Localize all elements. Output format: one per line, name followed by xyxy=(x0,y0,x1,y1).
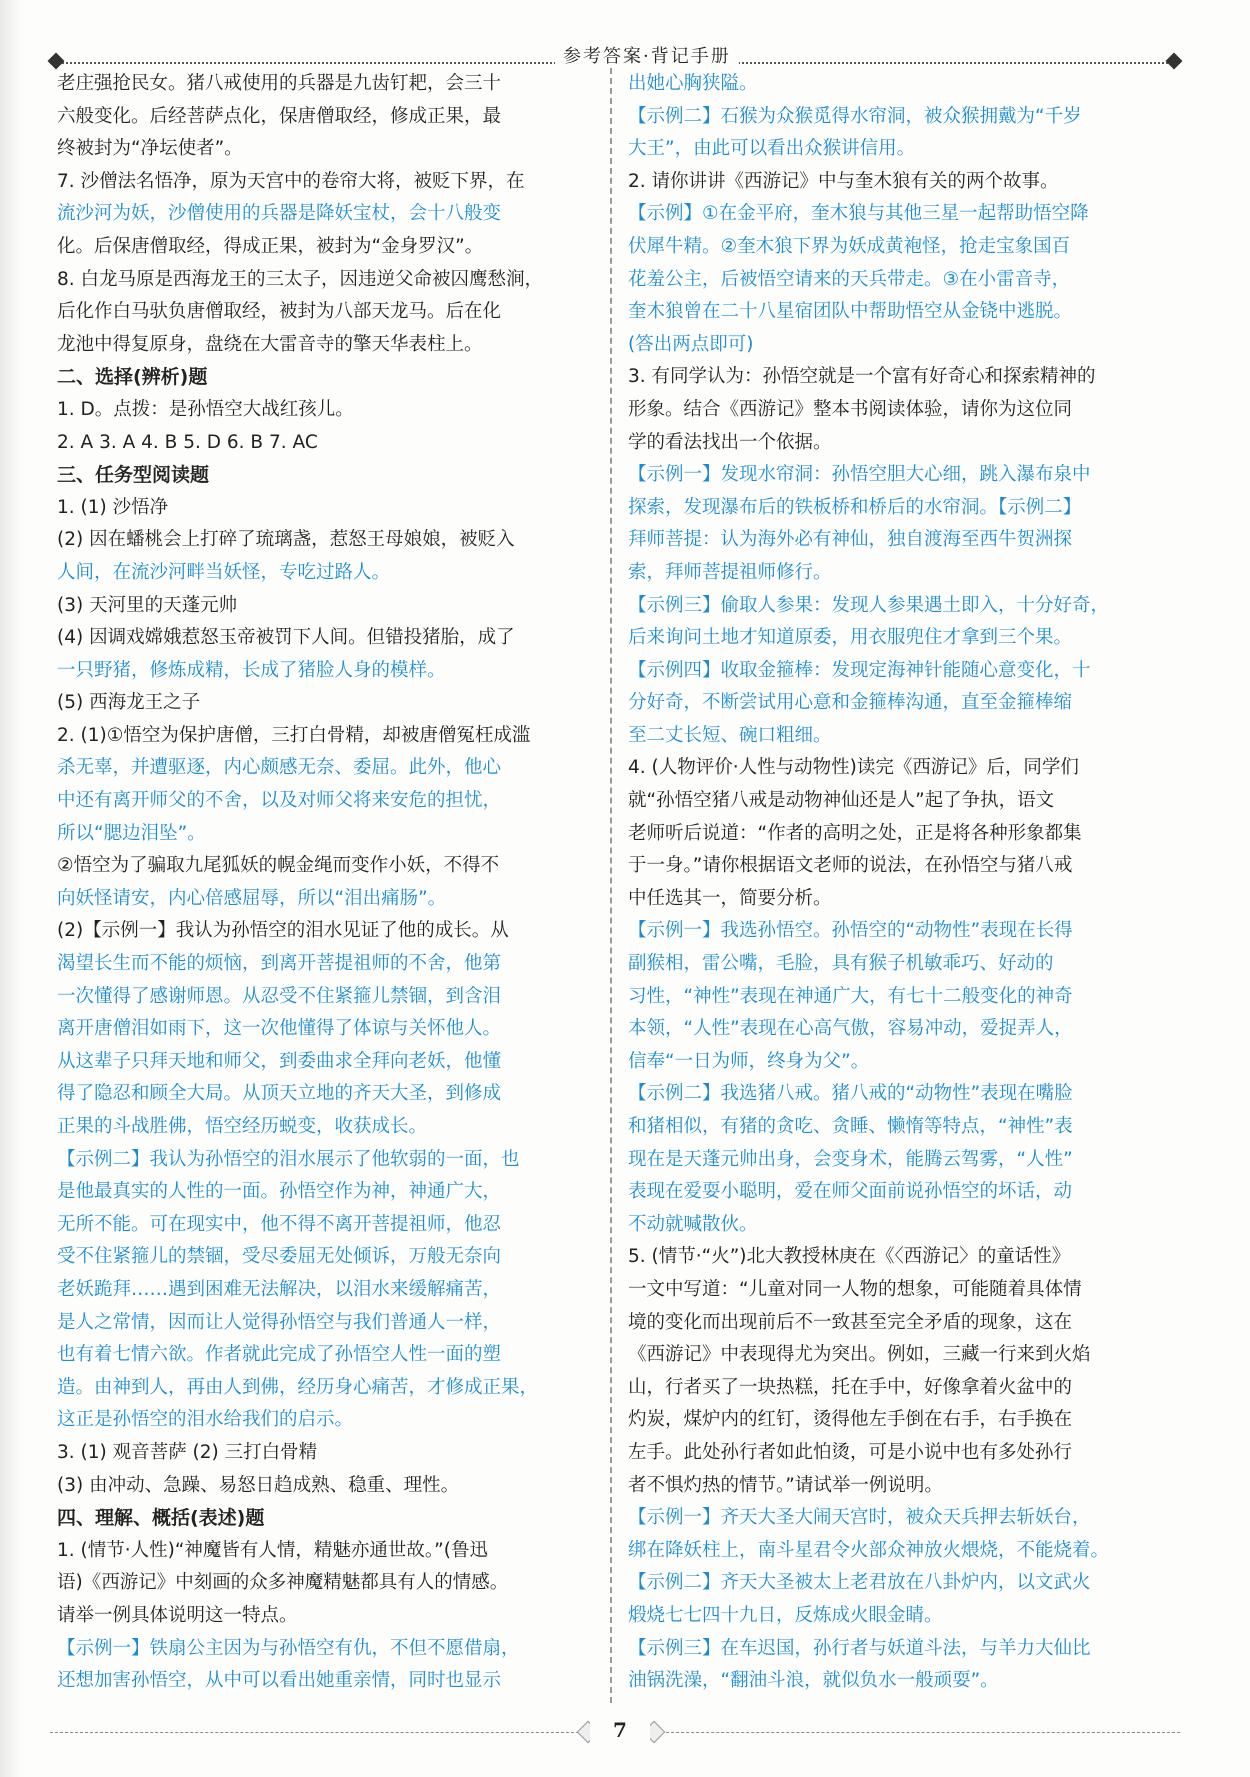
text-line: 正果的斗战胜佛，悟空经历蜕变，收获成长。 xyxy=(57,1116,428,1137)
text-line: 伏犀牛精。②奎木狼下界为妖成黄袍怪，抢走宝象国百 xyxy=(628,235,1071,257)
text-line: 语)《西游记》中刻画的众多神魔精魅都具有人的情感。 xyxy=(57,1572,509,1594)
text-line: 六般变化。后经菩萨点化，保唐僧取经，修成正果，最 xyxy=(57,105,502,127)
text-line: 还想加害孙悟空，从中可以看出她重亲情，同时也显示 xyxy=(57,1670,502,1692)
text-line: 表现在爱耍小聪明，爱在师父面前说孙悟空的坏话，动 xyxy=(628,1181,1073,1203)
text-line: 一次懂得了感谢师恩。从忍受不住紧箍儿禁锢，到含泪 xyxy=(57,985,502,1007)
text-line: 于一身。”请你根据语文老师的说法，在孙悟空与猪八戒 xyxy=(628,855,1073,877)
column-divider xyxy=(610,68,612,1703)
text-line: 【示例三】偷取人参果：发现人参果遇土即入，十分好奇， xyxy=(628,594,1110,616)
text-line: 【示例二】齐天大圣被太上老君放在八卦炉内，以文武火 xyxy=(628,1572,1091,1594)
text-line: 无所不能。可在现实中，他不得不离开菩提祖师，他忍 xyxy=(57,1213,502,1235)
text-line: 就“孙悟空猪八戒是动物神仙还是人”起了争执，语文 xyxy=(628,790,1055,812)
text-line: 是他最真实的人性的一面。孙悟空作为神，神通广大， xyxy=(57,1181,502,1203)
text-line: 者不惧灼热的情节。”请试举一例说明。 xyxy=(628,1474,943,1496)
text-line: 3. 有同学认为：孙悟空就是一个富有好奇心和探索精神的 xyxy=(628,366,1096,388)
text-line: 7. 沙僧法名悟净，原为天宫中的卷帘大将，被贬下界，在 xyxy=(57,170,525,192)
text-line: 《西游记》中表现得尤为突出。例如，三藏一行来到火焰 xyxy=(628,1344,1091,1366)
text-line: (4) 因调戏嫦娥惹怒玉帝被罚下人间。但错投猪胎，成了 xyxy=(57,627,515,649)
text-line: 至二丈长短、碗口粗细。 xyxy=(628,724,832,746)
text-line: 一文中写道：“儿童对同一人物的想象，可能随着具体情 xyxy=(628,1278,1082,1300)
text-line: 副猴相，雷公嘴，毛脸，具有猴子机敏乖巧、好动的 xyxy=(628,953,1054,975)
text-line: 境的变化而出现前后不一致甚至完全矛盾的现象，这在 xyxy=(628,1311,1073,1333)
header-diamond-right xyxy=(1166,53,1183,70)
right-column xyxy=(628,68,1188,1698)
text-line: 现在是天蓬元帅出身，会变身术，能腾云驾雾，“人性” xyxy=(628,1148,1073,1170)
header-title: 参考答案·背记手册 xyxy=(555,42,739,68)
text-line: 8. 白龙马原是西海龙王的三太子，因违逆父命被囚鹰愁涧， xyxy=(57,268,544,290)
text-line: (3) 由冲动、急躁、易怒日趋成熟、稳重、理性。 xyxy=(57,1474,460,1496)
text-line: 油锅洗澡，“翻油斗浪，就似负水一般顽耍”。 xyxy=(628,1670,999,1692)
section-heading: 三、任务型阅读题 xyxy=(57,464,210,487)
text-line: 造。由神到人，再由人到佛，经历身心痛苦，才修成正果， xyxy=(57,1376,539,1398)
text-line: 从这辈子只拜天地和师父，到委曲求全拜向老妖，他懂 xyxy=(57,1050,502,1072)
page-number: 7 xyxy=(590,1718,650,1746)
text-line: 1. (情节·人性)“神魔皆有人情，精魅亦通世故。”(鲁迅 xyxy=(57,1539,488,1561)
text-line: 老庄强抢民女。猪八戒使用的兵器是九齿钉耙，会三十 xyxy=(57,73,502,94)
text-line: 【示例四】收取金箍棒：发现定海神针能随心意变化，十 xyxy=(628,659,1091,681)
text-line: 分好奇，不断尝试用心意和金箍棒沟通，直至金箍棒缩 xyxy=(628,692,1073,714)
text-line: (2)【示例一】我认为孙悟空的泪水见证了他的成长。从 xyxy=(57,920,509,942)
section-heading: 四、理解、概括(表述)题 xyxy=(57,1507,265,1530)
text-line: 煅烧七七四十九日，反炼成火眼金睛。 xyxy=(628,1604,943,1626)
text-line: 灼炭，煤炉内的红钉，烫得他左手倒在右手，右手换在 xyxy=(628,1409,1073,1431)
text-line: 5. (情节·“火”)北大教授林庚在《〈西游记〉的童话性》 xyxy=(628,1246,1071,1268)
text-line: (3) 天河里的天蓬元帅 xyxy=(57,594,238,616)
text-line: 【示例二】石猴为众猴觅得水帘洞，被众猴拥戴为“千岁 xyxy=(628,105,1082,127)
text-line: 人间，在流沙河畔当妖怪，专吃过路人。 xyxy=(57,561,391,583)
text-line: (5) 西海龙王之子 xyxy=(57,692,201,714)
text-line: 中还有离开师父的不舍，以及对师父将来安危的担忧， xyxy=(57,790,502,812)
text-line: 向妖怪请安，内心倍感屈辱，所以“泪出痛肠”。 xyxy=(57,887,447,909)
text-line: 2. (1)①悟空为保护唐僧，三打白骨精，却被唐僧冤枉成滥 xyxy=(57,724,531,746)
text-line: 习性，“神性”表现在神通广大，有七十二般变化的神奇 xyxy=(628,985,1073,1007)
text-line: 流沙河为妖，沙僧使用的兵器是降妖宝杖，会十八般变 xyxy=(57,203,502,225)
text-line: 拜师菩提：认为海外必有神仙，独自渡海至西牛贺洲探 xyxy=(628,529,1073,551)
text-line: 【示例一】铁扇公主因为与孙悟空有仇，不但不愿借扇， xyxy=(57,1637,520,1659)
page-footer xyxy=(50,1718,1180,1748)
text-line: 这正是孙悟空的泪水给我们的启示。 xyxy=(57,1409,354,1431)
text-line: 杀无辜，并遭驱逐，内心颇感无奈、委屈。此外，他心 xyxy=(57,757,502,779)
text-line: (2) 因在蟠桃会上打碎了琉璃盏，惹怒王母娘娘，被贬入 xyxy=(57,529,515,551)
text-line: 形象。结合《西游记》整本书阅读体验，请你为这位同 xyxy=(628,398,1073,420)
text-line: 【示例一】发现水帘洞：孙悟空胆大心细，跳入瀑布泉中 xyxy=(628,464,1091,486)
text-line: 索，拜师菩提祖师修行。 xyxy=(628,561,832,583)
text-line: 【示例二】我选猪八戒。猪八戒的“动物性”表现在嘴脸 xyxy=(628,1083,1073,1105)
text-line: 终被封为“净坛使者”。 xyxy=(57,138,243,160)
text-line: 1. D。点拨：是孙悟空大战红孩儿。 xyxy=(57,398,354,420)
text-line: 和猪相似，有猪的贪吃、贪睡、懒惰等特点，“神性”表 xyxy=(628,1116,1073,1137)
text-line: 4. (人物评价·人性与动物性)读完《西游记》后，同学们 xyxy=(628,757,1079,779)
section-heading: 二、选择(辨析)题 xyxy=(57,366,208,389)
text-line: 【示例一】我选孙悟空。孙悟空的“动物性”表现在长得 xyxy=(628,920,1073,942)
page-binding-shadow xyxy=(0,0,22,1777)
text-line: 出她心胸狭隘。 xyxy=(628,73,758,94)
text-line: 探索，发现瀑布后的铁板桥和桥后的水帘洞。【示例二】 xyxy=(628,496,1082,518)
text-line: 是人之常情，因而让人觉得孙悟空与我们普通人一样， xyxy=(57,1311,502,1333)
text-line: 老师听后说道：“作者的高明之处，正是将各种形象都集 xyxy=(628,822,1082,844)
text-line: 所以“腮边泪坠”。 xyxy=(57,822,206,844)
text-line: 后来询问土地才知道原委，用衣服兜住才拿到三个果。 xyxy=(628,627,1073,649)
text-line: 离开唐僧泪如雨下，这一次他懂得了体谅与关怀他人。 xyxy=(57,1018,502,1040)
text-line: 花羞公主，后被悟空请来的天兵带走。③在小雷音寺， xyxy=(628,268,1071,290)
text-line: 得了隐忍和顾全大局。从顶天立地的齐天大圣，到修成 xyxy=(57,1083,502,1105)
text-line: 山，行者买了一块热糕，托在手中，好像拿着火盆中的 xyxy=(628,1376,1073,1398)
text-line: 中任选其一，简要分析。 xyxy=(628,887,832,909)
text-line: (答出两点即可) xyxy=(628,333,754,355)
page-header xyxy=(50,42,1180,67)
text-line: 也有着七情六欲。作者就此完成了孙悟空人性一面的塑 xyxy=(57,1344,502,1366)
left-column xyxy=(57,68,607,1698)
text-line: 绑在降妖柱上，南斗星君令火部众神放火煨烧，不能烧着。 xyxy=(628,1539,1110,1561)
text-line: 后化作白马驮负唐僧取经，被封为八部天龙马。后在化 xyxy=(57,301,502,323)
text-line: 1. (1) 沙悟净 xyxy=(57,496,169,518)
text-line: 渴望长生而不能的烦恼，到离开菩提祖师的不舍，他第 xyxy=(57,953,502,975)
text-line: 本领，“人性”表现在心高气傲，容易冲动，爱捉弄人， xyxy=(628,1018,1073,1040)
text-line: 学的看法找出一个依据。 xyxy=(628,431,832,453)
text-line: 一只野猪，修炼成精，长成了猪脸人身的模样。 xyxy=(57,659,446,681)
text-line: 【示例】①在金平府，奎木狼与其他三星一起帮助悟空降 xyxy=(628,203,1089,225)
text-line: 请举一例具体说明这一特点。 xyxy=(57,1604,298,1626)
text-line: 不动就喊散伙。 xyxy=(628,1213,758,1235)
header-diamond-left xyxy=(48,53,65,70)
text-line: 【示例一】齐天大圣大闹天宫时，被众天兵押去斩妖台， xyxy=(628,1507,1091,1529)
text-line: 3. (1) 观音菩萨 (2) 三打白骨精 xyxy=(57,1441,318,1463)
text-line: 信奉“一日为师，终身为父”。 xyxy=(628,1050,870,1072)
text-line: 2. 请你讲讲《西游记》中与奎木狼有关的两个故事。 xyxy=(628,170,1059,192)
text-line: 奎木狼曾在二十八星宿团队中帮助悟空从金铙中逃脱。 xyxy=(628,301,1073,323)
text-line: 【示例二】我认为孙悟空的泪水展示了他软弱的一面，也 xyxy=(57,1148,520,1170)
text-line: ②悟空为了骗取九尾狐妖的幌金绳而变作小妖，不得不 xyxy=(57,855,500,877)
text-line: 【示例三】在车迟国，孙行者与妖道斗法，与羊力大仙比 xyxy=(628,1637,1091,1659)
text-line: 老妖跪拜……遇到困难无法解决，以泪水来缓解痛苦， xyxy=(57,1278,502,1300)
text-line: 龙池中得复原身，盘绕在大雷音寺的擎天华表柱上。 xyxy=(57,333,483,355)
text-line: 化。后保唐僧取经，得成正果，被封为“金身罗汉”。 xyxy=(57,235,484,257)
text-line: 大王”，由此可以看出众猴讲信用。 xyxy=(628,138,916,160)
text-line: 2. A 3. A 4. B 5. D 6. B 7. AC xyxy=(57,431,318,453)
text-line: 受不住紧箍儿的禁锢，受尽委屈无处倾诉，万般无奈向 xyxy=(57,1246,502,1268)
text-line: 左手。此处孙行者如此怕烫，可是小说中也有多处孙行 xyxy=(628,1441,1073,1463)
